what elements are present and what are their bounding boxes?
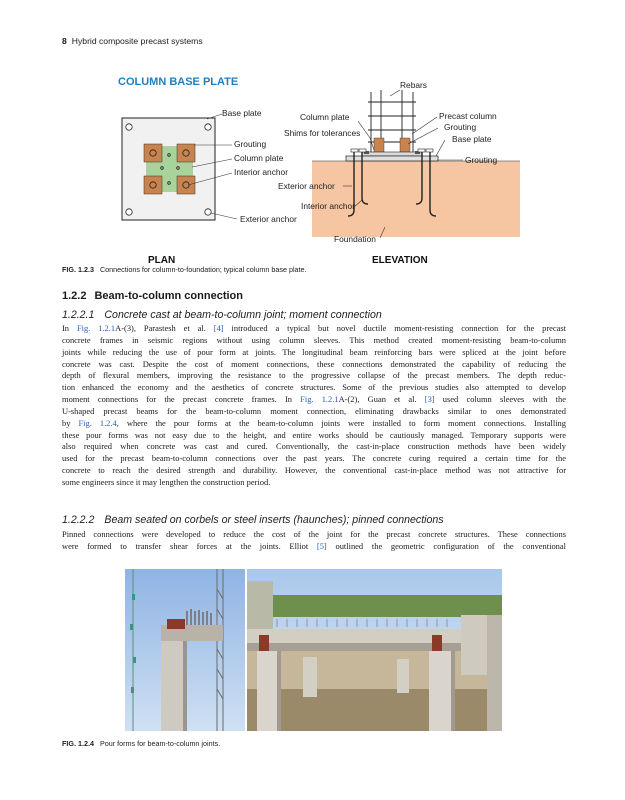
subsection-title: Beam seated on corbels or steel inserts (haunches); pinned connections [104, 514, 444, 526]
elev-label-shims: Shims for tolerances [284, 128, 361, 138]
elev-label-rebars: Rebars [400, 80, 427, 90]
text-line [62, 370, 566, 382]
text-line [62, 347, 566, 359]
reference-link[interactable]: Fig. 1.2.1 [76, 323, 116, 333]
page-number: 8 [62, 36, 67, 46]
text-run: used column sleeves with the [434, 394, 566, 405]
subsection-heading-2 [62, 514, 444, 526]
running-header [62, 36, 203, 46]
text-run: used for the precast beam-to-column connections over the past years. The concrete curing required a certain time for the [62, 453, 566, 464]
text-run: moment connections for the precast concrete frames. In [62, 394, 301, 405]
text-line [62, 406, 566, 418]
subsection-title: Concrete cast at beam-to-column joint; moment connection [104, 309, 382, 321]
plan-view-name: PLAN [148, 255, 176, 266]
column-base-plate-figure [100, 72, 520, 268]
text-run: U-shaped precast beams for the beam-to-column moment connection, eliminating drawbacks similar to ones demonstrated [62, 405, 566, 416]
elev-label-grouting-right: Grouting [465, 155, 498, 165]
text-line [62, 453, 566, 465]
text-run: concrete was cast. Despite the cost of moment connections, these connections demonstrated the capability of reducing the [62, 358, 566, 369]
text-run: outlined the geometric configuration of the conventional [326, 540, 566, 551]
text-run: depth of flexural members, improving the resistance to the progressive collapse of the precast members. The depth reduc- [62, 370, 566, 381]
figure-caption-1-2-4 [62, 739, 220, 748]
figure-title: COLUMN BASE PLATE [118, 76, 239, 88]
text-line [62, 441, 566, 453]
text-line [62, 430, 566, 442]
plan-label-column-plate: Column plate [234, 153, 284, 163]
grouting-right [400, 138, 410, 154]
text-run: these pour forms was not easy due to the height, and entire works should be cautiously managed. Temporary supports were [62, 429, 566, 440]
text-line [62, 323, 566, 335]
text-line [62, 529, 566, 541]
text-run: by [62, 417, 79, 428]
grouting-pad-br [177, 176, 195, 194]
paragraph-1 [62, 323, 566, 489]
photo-column-pour-form [125, 569, 245, 731]
elev-label-base-plate: Base plate [452, 134, 492, 144]
elev-label-interior-anchor: Interior anchor [301, 201, 355, 211]
elevation-view [278, 80, 520, 266]
text-run: , where the pour forms at the beam-to-column joints were installed to form moment connections. Installing [116, 417, 566, 428]
text-run: concrete to reach the desired strength and durability. However, the conventional cast-in-place method was not attractive for [62, 465, 566, 476]
text-line [62, 359, 566, 371]
elev-label-exterior-anchor: Exterior anchor [278, 181, 335, 191]
section-title: Beam-to-column connection [94, 290, 243, 302]
caption-label: FIG. 1.2.4 [62, 739, 94, 748]
text-run: tion enhanced the economy and the aesthetics of concrete structures. Some of the previous studies also attempted to develop [62, 382, 566, 393]
plan-label-exterior-anchor: Exterior anchor [240, 214, 297, 224]
photo-beam-column-joints [247, 569, 502, 731]
subsection-number: 1.2.2.1 [62, 309, 95, 321]
reference-link[interactable]: Fig. 1.2.4 [78, 417, 117, 428]
text-run: concrete frames in seismic regions without using column sleeves. This method created moment-resisting beam-to-column [62, 334, 566, 345]
text-line [62, 394, 566, 406]
plan-label-grouting: Grouting [234, 139, 267, 149]
subsection-number: 1.2.2.2 [62, 514, 95, 526]
subsection-heading-1 [62, 309, 382, 321]
plan-view [122, 108, 297, 266]
text-run: A-(3), Parastesh et al. [115, 323, 214, 333]
text-line [62, 418, 566, 430]
text-line [62, 465, 566, 477]
text-run: some engineers since it may lengthen the construction period. [62, 476, 271, 487]
figure-caption-1-2-3 [62, 265, 307, 274]
text-run: A-(2), Guan et al. [338, 394, 425, 405]
text-run: joints while reducing the use of pour form at joints. The longitudinal beam reinforcing bars were spliced at the joint before [62, 346, 566, 357]
grouting-left [374, 138, 384, 154]
paragraph-2 [62, 529, 566, 553]
column-plate [362, 152, 422, 156]
elev-label-precast-column: Precast column [439, 111, 497, 121]
caption-text: Connections for column-to-foundation; typical column base plate. [99, 265, 307, 274]
elev-label-foundation: Foundation [334, 234, 376, 244]
reference-link[interactable]: [4] [213, 323, 224, 333]
text-line [62, 541, 566, 553]
elev-label-grouting: Grouting [444, 122, 477, 132]
caption-text: Pour forms for beam-to-column joints. [99, 739, 221, 748]
grouting-pad-bl [144, 176, 162, 194]
text-line [62, 335, 566, 347]
text-run: introduced a typical but novel ductile moment-resisting connection for the precast [223, 323, 567, 333]
running-title: Hybrid composite precast systems [71, 36, 203, 46]
reference-link[interactable]: [3] [424, 394, 435, 405]
plan-label-base-plate: Base plate [222, 108, 262, 118]
text-run: also required when concrete was cast and cured. Conventionally, the cast-in-place construction methods have been widely [62, 441, 566, 452]
anchor-nuts [351, 149, 433, 152]
text-run: Pinned connections were developed to reduce the cost of the joint for the precast concrete structures. These connections [62, 529, 566, 539]
caption-label: FIG. 1.2.3 [62, 265, 94, 274]
text-run: In [62, 323, 77, 333]
foundation-block [312, 161, 520, 237]
grouting-pad-tr [177, 144, 195, 162]
text-line [62, 382, 566, 394]
elev-label-column-plate: Column plate [300, 112, 350, 122]
plan-label-interior-anchor: Interior anchor [234, 167, 288, 177]
reference-link[interactable]: Fig. 1.2.1 [300, 394, 339, 405]
base-plate [346, 156, 438, 161]
section-number: 1.2.2 [62, 290, 87, 302]
text-line [62, 477, 566, 489]
grouting-pad-tl [144, 144, 162, 162]
reference-link[interactable]: [5] [316, 540, 327, 551]
elevation-view-name: ELEVATION [372, 255, 428, 266]
section-heading [62, 290, 243, 302]
text-run: were formed to transfer shear forces at the joints. Elliot [62, 540, 317, 551]
